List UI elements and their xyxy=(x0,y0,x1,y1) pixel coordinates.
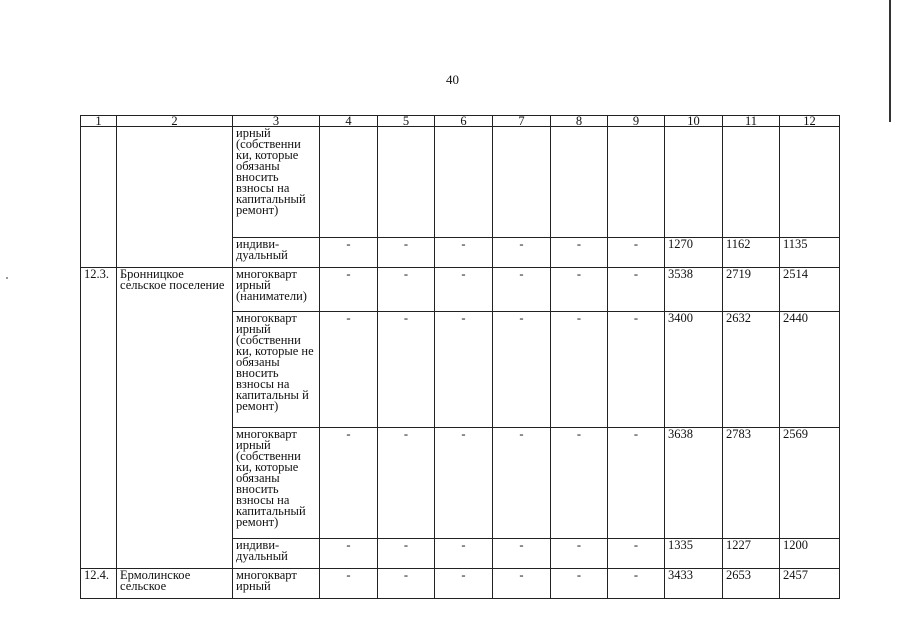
value-cell xyxy=(378,127,435,238)
value-cell: - xyxy=(320,569,378,599)
value-cell: 3400 xyxy=(665,312,723,428)
value-cell: - xyxy=(378,569,435,599)
table-row xyxy=(81,569,840,599)
value-cell: - xyxy=(435,569,493,599)
value-cell: - xyxy=(320,428,378,539)
value-cell: - xyxy=(493,238,551,268)
value-cell: 2457 xyxy=(780,569,840,599)
value-cell: 1162 xyxy=(723,238,780,268)
value-cell xyxy=(551,127,608,238)
settlement-cell: Ермолинское сельское xyxy=(117,569,233,599)
value-cell: - xyxy=(320,539,378,569)
value-cell: - xyxy=(608,569,665,599)
value-cell: 2440 xyxy=(780,312,840,428)
column-number: 8 xyxy=(551,116,608,127)
value-cell: - xyxy=(608,428,665,539)
scan-edge-mark xyxy=(889,0,891,122)
value-cell: - xyxy=(320,238,378,268)
value-cell: - xyxy=(435,238,493,268)
value-cell: 1227 xyxy=(723,539,780,569)
value-cell: - xyxy=(608,268,665,312)
value-cell: - xyxy=(378,428,435,539)
value-cell: 1270 xyxy=(665,238,723,268)
settlement-cell xyxy=(117,127,233,268)
housing-type-cell: многокварт ирный (собственни ки, которые не обязаны вносить взносы на капитальны й ремонт) xyxy=(233,312,320,428)
column-number: 9 xyxy=(608,116,665,127)
column-number: 4 xyxy=(320,116,378,127)
value-cell: - xyxy=(493,312,551,428)
row-number-cell: 12.3. xyxy=(81,268,117,569)
value-cell: 3538 xyxy=(665,268,723,312)
value-cell: - xyxy=(493,268,551,312)
column-number: 2 xyxy=(117,116,233,127)
value-cell: - xyxy=(551,569,608,599)
value-cell xyxy=(435,127,493,238)
value-cell: 2514 xyxy=(780,268,840,312)
value-cell: - xyxy=(320,268,378,312)
value-cell: - xyxy=(551,268,608,312)
value-cell xyxy=(320,127,378,238)
value-cell: 1200 xyxy=(780,539,840,569)
value-cell: - xyxy=(493,569,551,599)
value-cell: - xyxy=(551,312,608,428)
housing-type-cell: многокварт ирный (наниматели) xyxy=(233,268,320,312)
column-number-header-row xyxy=(81,116,840,127)
housing-type-cell: многокварт ирный (собственни ки, которые обязаны вносить взносы на капитальный ремонт) xyxy=(233,428,320,539)
value-cell: 2719 xyxy=(723,268,780,312)
scan-speck xyxy=(6,277,8,279)
column-number: 6 xyxy=(435,116,493,127)
value-cell xyxy=(723,127,780,238)
value-cell: 1135 xyxy=(780,238,840,268)
value-cell: - xyxy=(378,238,435,268)
value-cell: - xyxy=(435,312,493,428)
settlement-cell: Бронницкое сельское поселение xyxy=(117,268,233,569)
value-cell: 2632 xyxy=(723,312,780,428)
value-cell xyxy=(780,127,840,238)
housing-type-cell: индиви- дуальный xyxy=(233,539,320,569)
column-number: 12 xyxy=(780,116,840,127)
value-cell: 2569 xyxy=(780,428,840,539)
value-cell: 3638 xyxy=(665,428,723,539)
value-cell: 2783 xyxy=(723,428,780,539)
column-number: 10 xyxy=(665,116,723,127)
value-cell xyxy=(665,127,723,238)
value-cell: 3433 xyxy=(665,569,723,599)
value-cell: - xyxy=(608,312,665,428)
value-cell: - xyxy=(551,539,608,569)
column-number: 11 xyxy=(723,116,780,127)
housing-type-cell: ирный (собственни ки, которые обязаны вносить взносы на капитальный ремонт) xyxy=(233,127,320,238)
value-cell: - xyxy=(378,312,435,428)
value-cell: - xyxy=(493,428,551,539)
row-number-cell: 12.4. xyxy=(81,569,117,599)
value-cell: - xyxy=(378,539,435,569)
value-cell xyxy=(608,127,665,238)
row-number-cell xyxy=(81,127,117,268)
value-cell: - xyxy=(435,428,493,539)
value-cell: 2653 xyxy=(723,569,780,599)
tariff-table xyxy=(80,115,840,599)
column-number: 5 xyxy=(378,116,435,127)
housing-type-cell: многокварт ирный xyxy=(233,569,320,599)
column-number: 7 xyxy=(493,116,551,127)
value-cell xyxy=(493,127,551,238)
value-cell: - xyxy=(435,539,493,569)
column-number: 1 xyxy=(81,116,117,127)
value-cell: - xyxy=(608,238,665,268)
value-cell: 1335 xyxy=(665,539,723,569)
column-number: 3 xyxy=(233,116,320,127)
value-cell: - xyxy=(320,312,378,428)
table-row xyxy=(81,268,840,312)
value-cell: - xyxy=(551,428,608,539)
value-cell: - xyxy=(608,539,665,569)
page-number: 40 xyxy=(446,72,459,87)
housing-type-cell: индиви- дуальный xyxy=(233,238,320,268)
value-cell: - xyxy=(435,268,493,312)
value-cell: - xyxy=(551,238,608,268)
value-cell: - xyxy=(493,539,551,569)
table-row xyxy=(81,127,840,238)
value-cell: - xyxy=(378,268,435,312)
